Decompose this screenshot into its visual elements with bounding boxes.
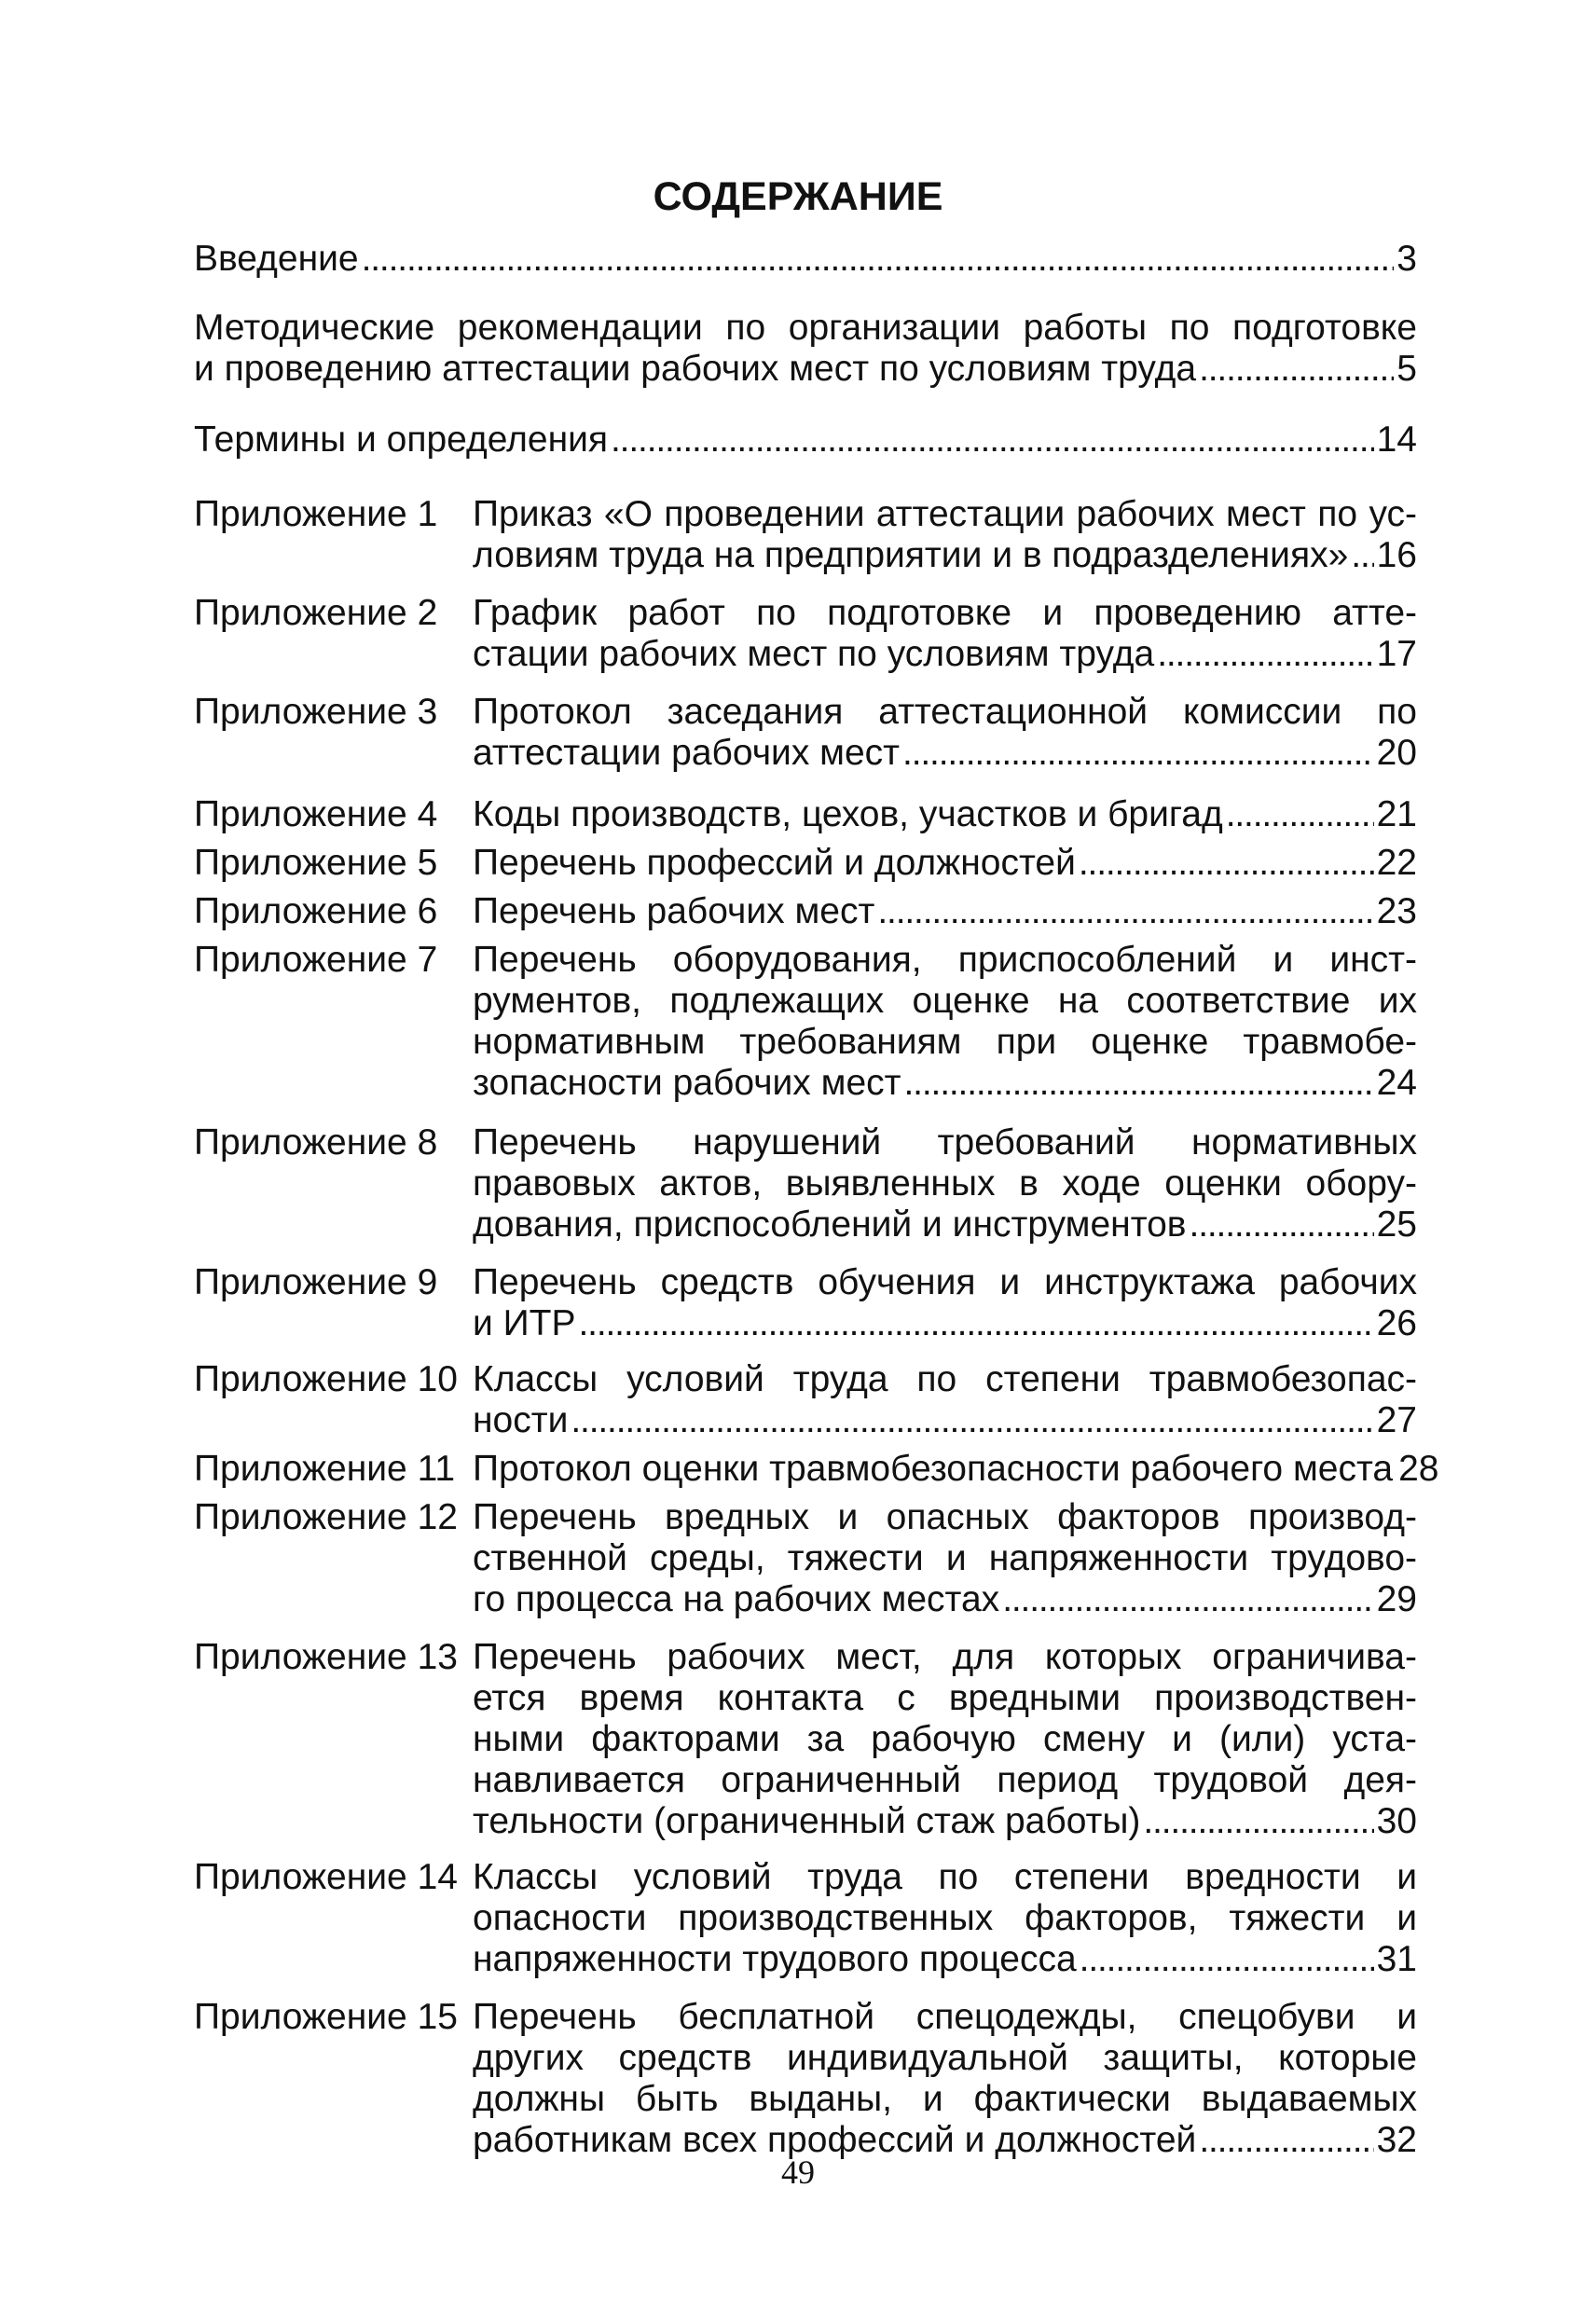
toc-entry-last-line [473,1579,1417,1620]
appendix-label: Приложение 10 [194,1359,458,1399]
toc-page-number: 25 [1376,1204,1417,1245]
toc-entry-appendix[interactable] [194,1637,1417,1842]
toc-entry-text-line: Протокол оценки травмобезопасности рабочего места [473,1449,1394,1489]
toc-entry-text-line: Классы условий труда по степени вредности и [473,1857,1417,1897]
toc-entry-text-line: зопасности рабочих мест [473,1063,901,1103]
dot-leader [611,420,1374,461]
appendix-label: Приложение 14 [194,1857,458,1897]
toc-entry-text-line: Перечень вредных и опасных факторов производ- [473,1497,1417,1537]
appendix-label: Приложение 6 [194,891,438,931]
toc-entry-appendix[interactable] [194,940,1417,1104]
toc-entry-text-line: дования, приспособлений и инструментов [473,1204,1187,1245]
toc-entry-last-line [473,1303,1417,1344]
dot-leader [362,239,1395,280]
dot-leader [1157,634,1373,675]
toc-entry-text-line: других средств индивидуальной защиты, которые [473,2038,1417,2078]
toc-page-number: 22 [1376,843,1417,883]
toc-entry-text-line: Перечень рабочих мест, для которых ограничива- [473,1637,1417,1677]
toc-entry-body [473,940,1417,1104]
toc-entry-text-line: Приказ «О проведении аттестации рабочих мест по ус- [473,494,1417,534]
toc-entry-text-line: Перечень оборудования, приспособлений и инст- [473,940,1417,980]
dot-leader [1351,535,1373,576]
toc-entry-body [194,308,1417,390]
toc-entry-text-line: тельности (ограниченный стаж работы) [473,1801,1141,1841]
toc-entry-text-line: Перечень нарушений требований нормативных [473,1122,1417,1163]
toc-entry-body [473,1497,1417,1620]
toc-entry-text-line: ется время контакта с вредными производствен- [473,1678,1417,1718]
toc-page-number: 31 [1376,1939,1417,1979]
toc-entry-text-line: ственной среды, тяжести и напряженности трудово- [473,1538,1417,1578]
dot-leader [579,1303,1374,1344]
toc-entry-appendix[interactable] [194,1262,1417,1344]
toc-page-number: 20 [1376,733,1417,773]
toc-entry-text-line: Коды производств, цехов, участков и бригад [473,794,1223,834]
toc-entry-appendix[interactable] [194,692,1417,774]
toc-entry-appendix[interactable] [194,1359,1417,1441]
page-number: 49 [781,2154,815,2191]
toc-entry[interactable] [194,308,1417,390]
toc-entry-last-line [473,535,1417,576]
toc-page-number: 32 [1376,2120,1417,2160]
toc-entry-appendix[interactable] [194,1449,1439,1490]
toc-entry-text-line: и ИТР [473,1303,576,1343]
toc-page-number: 26 [1376,1303,1417,1343]
toc-entry-last-line [473,733,1417,774]
table-of-contents [194,239,1439,2161]
toc-entry-text-line: навливается ограниченный период трудовой дея- [473,1760,1417,1800]
toc-page-number: 24 [1376,1063,1417,1103]
toc-page-number: 30 [1376,1801,1417,1841]
toc-entry-last-line [473,843,1417,884]
toc-entry-body [473,1997,1417,2161]
dot-leader [1079,843,1374,884]
toc-page-number: 23 [1376,891,1417,931]
toc-entry-last-line [473,1400,1417,1441]
toc-entry[interactable] [194,239,1417,280]
toc-entry-body [473,843,1417,884]
toc-page-number: 3 [1396,239,1417,279]
toc-entry-appendix[interactable] [194,891,1417,932]
toc-page-number: 27 [1376,1400,1417,1440]
toc-entry-last-line [473,1939,1417,1980]
toc-entry-body [473,1359,1417,1441]
toc-entry-last-line [194,239,1417,280]
toc-entry-text-line: Перечень бесплатной спецодежды, спецобуви и [473,1997,1417,2037]
toc-entry-body [473,1857,1417,1980]
appendix-label: Приложение 12 [194,1497,458,1537]
toc-entry-body [473,794,1417,835]
toc-entry-text-line: нормативным требованиям при оценке травмобе- [473,1022,1417,1062]
toc-entry-text-line: Перечень рабочих мест [473,891,875,931]
toc-entry-text-line: работникам всех профессий и должностей [473,2120,1197,2160]
toc-entry-last-line [473,1449,1439,1490]
toc-entry-text-line: стации рабочих мест по условиям труда [473,634,1155,674]
toc-page-number: 29 [1376,1579,1417,1619]
toc-page-number: 17 [1376,634,1417,674]
toc-entry-text-line: Введение [194,239,359,279]
appendix-label: Приложение 13 [194,1637,458,1677]
appendix-label: Приложение 5 [194,843,438,883]
contents-title: СОДЕРЖАНИЕ [653,174,943,219]
appendix-label: Приложение 11 [194,1449,456,1489]
appendix-label: Приложение 8 [194,1122,438,1163]
toc-entry-last-line [473,1204,1417,1245]
toc-entry-text-line: правовых актов, выявленных в ходе оценки обору- [473,1163,1417,1204]
toc-entry-body [473,1122,1417,1245]
toc-entry-text-line: Методические рекомендации по организации работы по подготовке [194,308,1417,348]
toc-entry-appendix[interactable] [194,1857,1417,1980]
toc-entry-text-line: ными факторами за рабочую смену и (или) уста- [473,1719,1417,1759]
toc-entry-last-line [473,891,1417,932]
toc-entry-text-line: Классы условий труда по степени травмобезопас- [473,1359,1417,1399]
appendix-label: Приложение 1 [194,494,438,534]
toc-entry-text-line: и проведению аттестации рабочих мест по условиям труда [194,349,1197,389]
toc-entry-last-line [194,420,1417,461]
toc-page-number: 21 [1376,794,1417,834]
appendix-label: Приложение 15 [194,1997,458,2037]
toc-entry-last-line [473,1801,1417,1842]
toc-page-number: 14 [1376,420,1417,460]
toc-entry-body [473,692,1417,774]
toc-entry-text-line: Перечень профессий и должностей [473,843,1076,883]
dot-leader [1080,1939,1374,1980]
appendix-label: Приложение 9 [194,1262,438,1302]
toc-entry-appendix[interactable] [194,593,1417,675]
toc-entry-appendix[interactable] [194,1122,1417,1245]
appendix-label: Приложение 3 [194,692,438,732]
toc-entry-body [473,1637,1417,1842]
toc-entry-body [473,593,1417,675]
toc-entry-text-line: ловиям труда на предприятии и в подразделениях» [473,535,1349,575]
dot-leader [1002,1579,1373,1620]
toc-entry[interactable] [194,420,1417,461]
dot-leader [1199,349,1394,390]
toc-entry-appendix[interactable] [194,843,1417,884]
appendix-label: Приложение 2 [194,593,438,633]
toc-entry-body [473,1262,1417,1344]
toc-entry-appendix[interactable] [194,494,1417,576]
dot-leader [571,1400,1373,1441]
toc-entry-appendix[interactable] [194,1997,1417,2161]
toc-entry-text-line: аттестации рабочих мест [473,733,901,773]
toc-entry-text-line: го процесса на рабочих местах [473,1579,1000,1619]
dot-leader [1226,794,1374,835]
toc-entry-body [473,494,1417,576]
toc-entry-body [194,239,1417,280]
dot-leader [877,891,1373,932]
toc-page-number: 28 [1398,1449,1439,1489]
toc-entry-text-line: должны быть выданы, и фактически выдаваемых [473,2079,1417,2119]
toc-entry-text-line: Протокол заседания аттестационной комиссии по [473,692,1417,732]
toc-entry-last-line [194,349,1417,390]
toc-page-number: 5 [1396,349,1417,389]
appendix-label: Приложение 7 [194,940,438,980]
toc-entry-appendix[interactable] [194,1497,1417,1620]
toc-entry-text-line: опасности производственных факторов, тяжести и [473,1898,1417,1938]
appendix-label: Приложение 4 [194,794,438,834]
dot-leader [1143,1801,1373,1842]
toc-entry-last-line [473,1063,1417,1104]
toc-entry-text-line: Перечень средств обучения и инструктажа рабочих [473,1262,1417,1302]
toc-entry-body [473,891,1417,932]
dot-leader [902,733,1374,774]
toc-entry-body [194,420,1417,461]
toc-entry-last-line [473,794,1417,835]
toc-entry-text-line: График работ по подготовке и проведению атте- [473,593,1417,633]
toc-entry-body [473,1449,1439,1490]
toc-entry-text-line: ности [473,1400,569,1440]
toc-entry-appendix[interactable] [194,794,1417,835]
toc-entry-text-line: рументов, подлежащих оценке на соответствие их [473,981,1417,1021]
toc-page-number: 16 [1376,535,1417,575]
dot-leader [904,1063,1374,1104]
toc-entry-text-line: напряженности трудового процесса [473,1939,1077,1979]
toc-entry-text-line: Термины и определения [194,420,609,460]
toc-entry-last-line [473,634,1417,675]
dot-leader [1190,1204,1374,1245]
